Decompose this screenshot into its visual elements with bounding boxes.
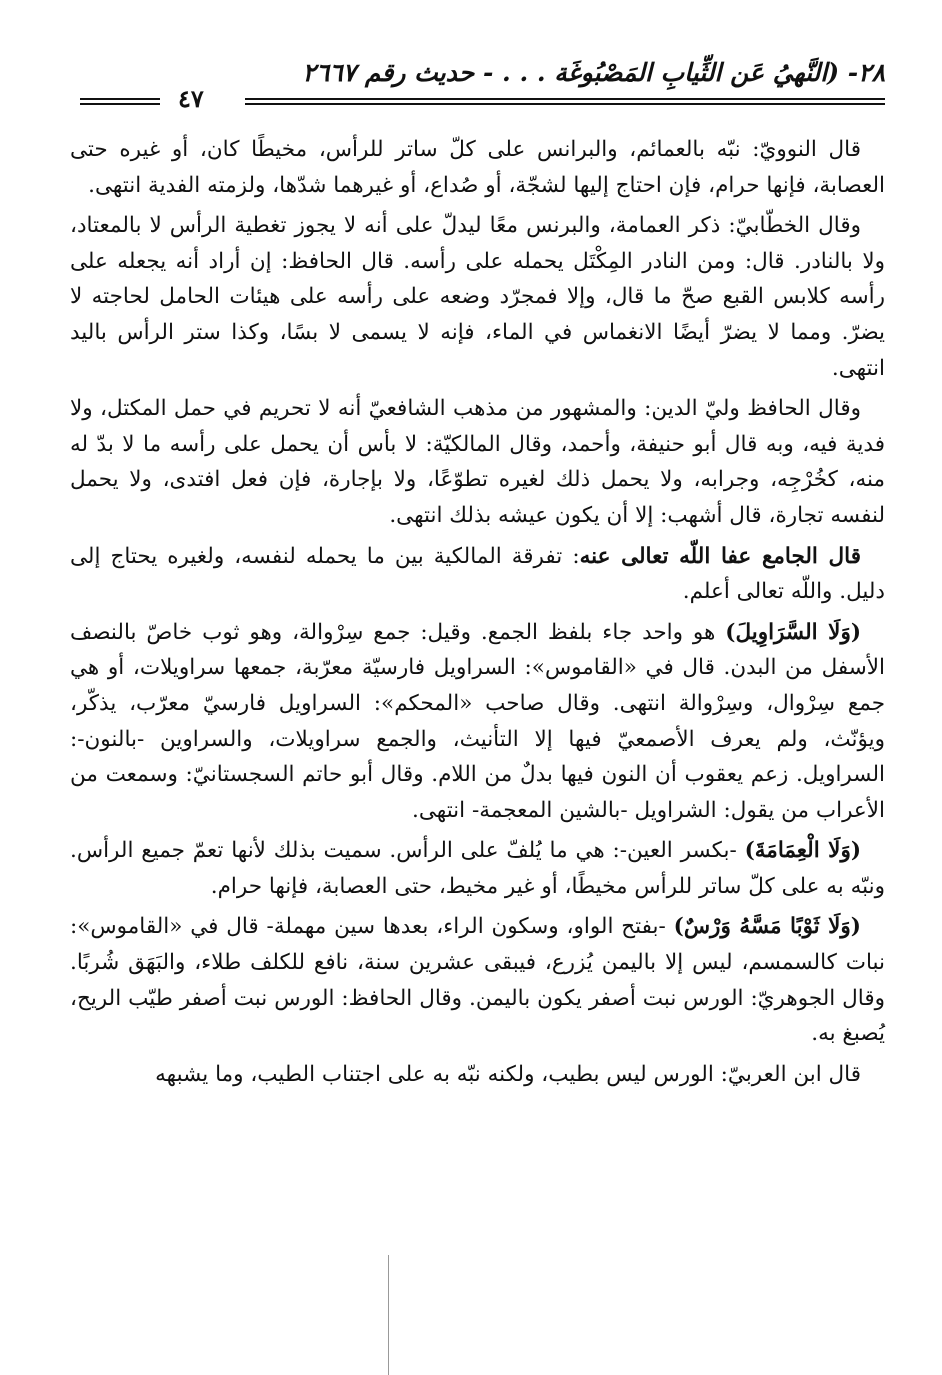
page-number-rule-double	[80, 103, 160, 105]
paragraph-text: قال ابن العربيّ: الورس ليس بطيب، ولكنه نبّه به على اجتناب الطيب، وما يشبهه	[155, 1061, 861, 1087]
paragraph-lead: (وَلَا السَّرَاوِيلَ)	[725, 619, 862, 645]
paragraph	[70, 909, 885, 1051]
header-rule	[245, 98, 885, 100]
paragraph-text: : تفرقة المالكية بين ما يحمله لنفسه، ولغيره يحتاج إلى دليل. واللّه تعالى أعلم.	[70, 543, 885, 605]
paragraph	[70, 208, 885, 386]
paragraph	[70, 539, 885, 610]
page-number: ٤٧	[178, 84, 204, 113]
running-title: ٢٨- (النَّهيُ عَن الثِّيابِ المَصْبُوغَة . . . - حديث رقم ٢٦٦٧	[302, 58, 885, 87]
paragraph-text: وقال الخطّابيّ: ذكر العمامة، والبرنس معًا ليدلّ على أنه لا يجوز تغطية الرأس لا بالمعتاد، ولا بالنادر. قال: ومن النادر المِكْتَل يحمله على رأسه. قال الحافظ: إن أراد أنه يجعله على رأسه كلابس القبع صحّ ما قال، وإلا فمجرّد وضعه على رأسه على هيئات الحامل لحاجته لا يضرّ. ومما لا يضرّ أيضًا الانغماس في الماء، فإنه لا يسمى لا بسًا، وكذا ستر الرأس باليد انتهى.	[70, 213, 885, 381]
paragraph	[70, 391, 885, 533]
paragraph-text: -بفتح الواو، وسكون الراء، بعدها سين مهملة- قال في «القاموس»: نبات كالسمسم، ليس إلا باليمن يُزرع، فيبقى عشرين سنة، نافع للكلف طلاء، والبَهَق شُربًا. وقال الجوهريّ: الورس نبت أصفر يكون باليمن. وقال الحافظ: الورس نبت أصفر طيّب الريح، يُصبغ به.	[70, 914, 885, 1047]
paragraph-lead: (وَلَا الْعِمَامَةَ)	[744, 838, 861, 864]
paragraph-lead: قال الجامع عفا اللّه تعالى عنه	[579, 543, 861, 569]
paragraph	[70, 833, 885, 904]
paragraph	[70, 615, 885, 829]
paragraph-text: قال النوويّ: نبّه بالعمائم، والبرانس على كلّ ساتر للرأس، مخيطًا كان، أو غيره حتى العصابة، فإنها حرام، فإن احتاج إليها لشجّة، أو صُداع، أو غيرهما شدّها، ولزمته الفدية انتهى.	[70, 137, 885, 198]
scan-fold-line	[388, 1255, 389, 1375]
paragraph-text: هو واحد جاء بلفظ الجمع. وقيل: جمع سِرْوالة، وهو ثوب خاصّ بالنصف الأسفل من البدن. قال في «القاموس»: السراويل فارسيّة معرّبة، جمعها سراويلات، أو هي جمع سِرْوال، وسِرْوالة انتهى. وقال صاحب «المحكم»: السراويل فارسيّ معرّب، يذكّر، ويؤنّث، ولم يعرف الأصمعيّ فيها إلا التأنيث، والجمع سراويلات، والسراوين -بالنون-: السراويل. زعم يعقوب أن النون فيها بدلٌ من اللام. وقال أبو حاتم السجستانيّ: وسمعت من الأعراب من يقول: الشراويل -بالشين المعجمة- انتهى.	[70, 619, 885, 823]
page-header	[70, 50, 885, 124]
body-text	[70, 132, 885, 1092]
paragraph-text: وقال الحافظ وليّ الدين: والمشهور من مذهب الشافعيّ أنه لا تحريم في حمل المكتل، ولا فدية فيه، وبه قال أبو حنيفة، وأحمد، وقال المالكيّة: لا بأس أن يحمل على رأسه ما لا بدّ له منه، كخُرْجِه، وجرابه، ولا يحمل ذلك لغيره تطوّعًا، ولا بإجارة، فإن فعل افتدى، ولا يحمل لنفسه تجارة، قال أشهب: إلا أن يكون عيشه بذلك انتهى.	[70, 396, 885, 528]
paragraph	[70, 1057, 885, 1093]
paragraph	[70, 132, 885, 203]
paragraph-text: -بكسر العين-: هي ما يُلفّ على الرأس. سميت بذلك لأنها تعمّ جميع الرأس. ونبّه به على كلّ ساتر للرأس مخيطًا، أو غير مخيط، حتى العصابة، فإنها حرام.	[70, 838, 885, 899]
page-number-rule	[80, 98, 160, 100]
paragraph-lead: (وَلَا ثَوْبًا مَسَّهُ وَرْسٌ)	[673, 914, 861, 940]
header-rule-double	[245, 103, 885, 105]
document-page	[70, 50, 885, 1350]
